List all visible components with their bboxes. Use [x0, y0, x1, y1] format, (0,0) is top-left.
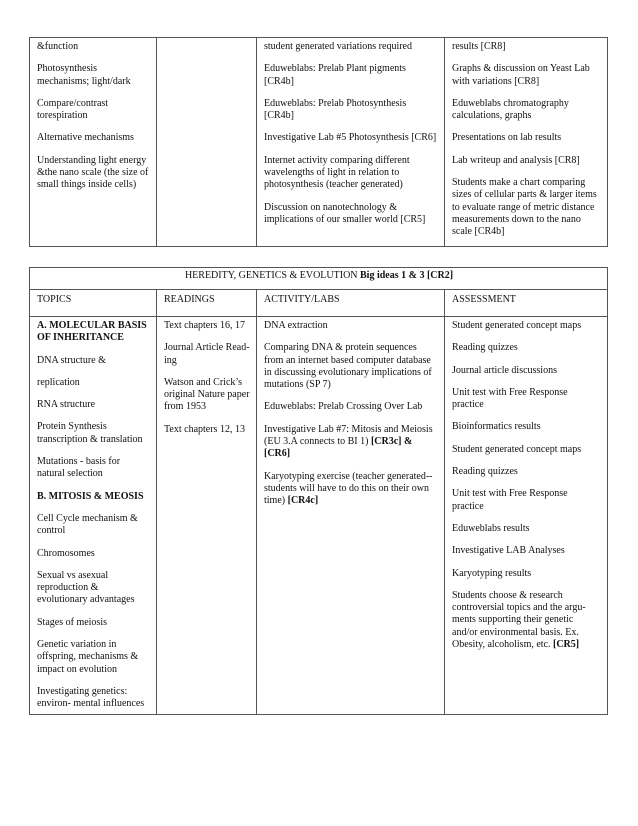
assessment-cell	[445, 317, 608, 715]
topic-item: Alternative mechanisms	[37, 132, 134, 144]
top-curriculum-table	[29, 37, 608, 247]
topic-item: Genetic variation in offspring, mechanisms & impact on evolution	[37, 639, 139, 675]
activity-item: Investigative Lab #5 Photosynthesis [CR6]	[264, 132, 437, 144]
topic-item: Investigating genetics: environ- mental influences	[37, 685, 145, 710]
activity-item: Eduweblabs: Prelab Photosynthesis [CR4b]	[264, 97, 407, 122]
topic-item: Cell Cycle mechanism & control	[37, 512, 138, 537]
activity-item: student generated variations required	[264, 41, 412, 52]
topics-cell	[30, 38, 157, 247]
readings-cell	[157, 38, 257, 247]
activity-item: Karyotyping exercise (teacher generated--students will have to do this on their own time) [CR4c]	[264, 470, 433, 507]
section-heading: B. MITOSIS & MEOSIS	[37, 490, 144, 502]
column-header-readings: READINGS	[157, 290, 257, 317]
assessment-item: Students make a chart comparing sizes of cellular parts & larger items to evaluate range of metric distance measurements down to the nano scale [CR4b]	[452, 177, 597, 238]
topic-item: Protein Synthesis transcription & translation	[37, 421, 143, 445]
assessment-item: Unit test with Free Response practice	[452, 488, 568, 512]
table-row	[30, 317, 608, 715]
topic-item: Compare/contrast torespiration	[37, 97, 109, 122]
heredity-genetics-table	[29, 267, 608, 715]
assessment-item: Students choose & research controversial topics and the argu- ments supporting their genetic and/or environmental basis. Ex. Obesity, alcoholism, etc. [CR5]	[452, 589, 586, 651]
activity-item: Investigative Lab #7: Mitosis and Meiosis (EU 3.A connects to BI 1) [CR3c] & [CR6]	[264, 423, 433, 460]
readings-cell	[157, 317, 257, 715]
topic-item: Sexual vs asexual reproduction & evolutionary advantages	[37, 569, 135, 606]
assessment-item: Investigative LAB Analyses	[452, 545, 565, 557]
table-title-row	[30, 268, 608, 290]
topic-item: Understanding light energy &the nano scale (the size of small things inside cells)	[37, 154, 149, 191]
topic-item: Mutations - basis for natural selection	[37, 456, 121, 480]
topic-item: RNA structure	[37, 399, 96, 411]
section-heading: A. MOLECULAR BASIS OF INHERITANCE	[37, 320, 147, 344]
assessment-item: Presentations on lab results	[452, 132, 562, 144]
reading-item: Journal Article Read- ing	[164, 342, 250, 366]
column-header-activity: ACTIVITY/LABS	[257, 290, 445, 317]
activity-item: Comparing DNA & protein sequences from an internet based computer database in discussing evolutionary implications of mutations (SP 7)	[264, 342, 432, 391]
assessment-item: Unit test with Free Response practice	[452, 386, 568, 411]
assessment-item: Reading quizzes	[452, 342, 518, 354]
assessment-item: Karyotyping results	[452, 567, 532, 579]
topic-item: replication	[37, 376, 80, 388]
column-header-topics: TOPICS	[30, 290, 157, 317]
reading-item: Watson and Crick’s original Nature paper from 1953	[164, 376, 250, 413]
reading-item: Text chapters 16, 17	[164, 320, 245, 331]
assessment-item: Lab writeup and analysis [CR8]	[452, 154, 580, 166]
assessment-item: Student generated concept maps	[452, 443, 582, 455]
column-header-row	[30, 290, 608, 317]
assessment-item: Eduweblabs results	[452, 522, 530, 534]
topic-item: DNA structure &	[37, 354, 106, 366]
activity-item: DNA extraction	[264, 320, 328, 331]
activities-cell	[257, 38, 445, 247]
assessment-item: Graphs & discussion on Yeast Lab with variations [CR8]	[452, 63, 590, 87]
activity-item: Discussion on nanotechnology & implications of our smaller world [CR5]	[264, 201, 426, 225]
topic-item: Stages of meiosis	[37, 616, 107, 628]
topic-item: &function	[37, 41, 79, 52]
assessment-cell	[445, 38, 608, 247]
assessment-item: Eduweblabs chromatography calculations, graphs	[452, 97, 569, 122]
activity-item: Internet activity comparing different wavelengths of light in relation to photosynthesis (teacher generated)	[264, 154, 410, 191]
table-title: HEREDITY, GENETICS & EVOLUTION Big ideas 1 & 3 [CR2]	[30, 268, 608, 290]
reading-item: Text chapters 12, 13	[164, 423, 245, 435]
assessment-item: Student generated concept maps	[452, 320, 582, 331]
column-header-assessment: ASSESSMENT	[445, 290, 608, 317]
table-row	[30, 38, 608, 247]
topics-cell	[30, 317, 157, 715]
assessment-item: Reading quizzes	[452, 466, 518, 478]
assessment-item: results [CR8]	[452, 41, 506, 52]
topic-item: Photosynthesis mechanisms; light/dark	[37, 63, 131, 87]
activity-item: Eduweblabs: Prelab Crossing Over Lab	[264, 401, 423, 413]
assessment-item: Journal article discussions	[452, 364, 557, 376]
assessment-item: Bioinformatics results	[452, 421, 541, 433]
topic-item: Chromosomes	[37, 547, 95, 559]
activity-item: Eduweblabs: Prelab Plant pigments [CR4b]	[264, 63, 406, 87]
activities-cell	[257, 317, 445, 715]
